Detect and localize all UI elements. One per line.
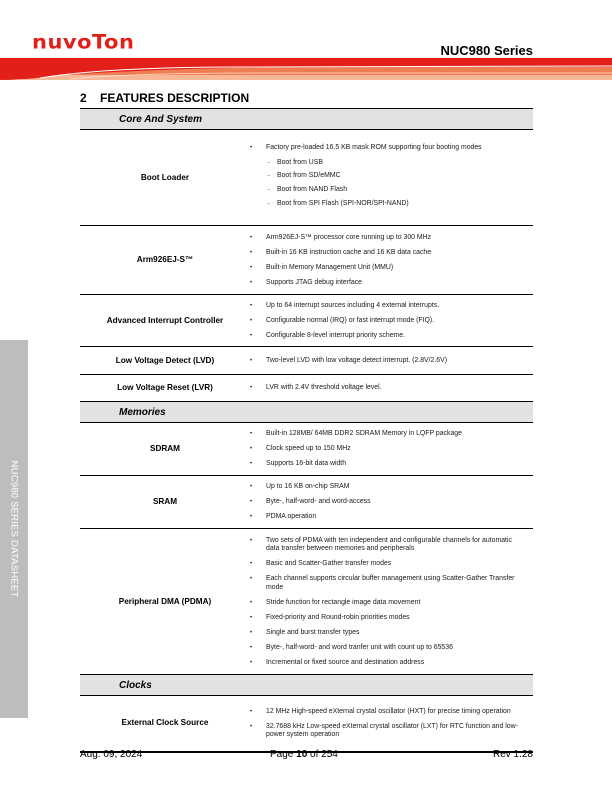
list-item: • Stride function for rectangle image data movement (250, 599, 527, 607)
list-item: • Built-in Memory Management Unit (MMU) (250, 264, 527, 272)
list-item: • Configurable 8-level interrupt priority scheme. (250, 332, 527, 340)
list-item: • Up to 16 KB on-chip SRAM (250, 483, 527, 491)
feature-list (250, 302, 527, 340)
list-item: • Factory pre-loaded 16.5 KB mask ROM supporting four booting modes (250, 144, 527, 152)
category-title: Memories (80, 402, 533, 423)
series-title: NUC980 Series (440, 43, 533, 58)
feature-row-arm926ej-s (80, 226, 533, 295)
list-item: • Byte-, half-word- and word tranfer unit with count up to 65536 (250, 644, 527, 652)
feature-name: Low Voltage Reset (LVR) (80, 375, 250, 402)
feature-name: Advanced Interrupt Controller (80, 295, 250, 347)
sub-list-item: – Boot from SD/eMMC (250, 172, 527, 180)
feature-name: SRAM (80, 476, 250, 529)
feature-row-lvr (80, 375, 533, 402)
footer-page-indicator (270, 749, 338, 760)
category-row-clocks (80, 675, 533, 696)
sub-list-item: – Boot from SPI Flash (SPI-NOR/SPI-NAND) (250, 200, 527, 208)
category-title: Clocks (80, 675, 533, 696)
list-item: • Byte-, half-word- and word-access (250, 498, 527, 506)
list-item: • Two-level LVD with low voltage detect interrupt. (2.8V/2.6V) (250, 357, 527, 365)
list-item: • Single and burst transfer types (250, 629, 527, 637)
list-item: • Fixed-priority and Round-robin priorities modes (250, 614, 527, 622)
feature-list (250, 384, 527, 392)
page-total: of 254 (307, 749, 338, 760)
feature-name: SDRAM (80, 423, 250, 476)
page-prefix: Page (270, 749, 297, 760)
sub-list-item: – Boot from USB (250, 159, 527, 167)
footer-revision: Rev 1.28 (492, 749, 533, 760)
header-banner (0, 58, 612, 80)
section-title: FEATURES DESCRIPTION (100, 91, 250, 105)
footer-date: Aug. 09, 2024 (80, 749, 143, 760)
category-title: Core And System (80, 109, 533, 130)
feature-list (250, 537, 527, 667)
feature-row-sdram (80, 423, 533, 476)
list-item: • 32.7688 kHz Low-speed eXternal crystal oscillator (LXT) for RTC function and low-power system operation (250, 723, 527, 740)
feature-list (250, 144, 527, 208)
list-item: • Two sets of PDMA with ten independent and configurable channels for automatic data transfer between memories and peripherals (250, 537, 527, 554)
nuvoton-logo: nuvoTon (32, 30, 135, 54)
sub-list-item: – Boot from NAND Flash (250, 186, 527, 194)
feature-list (250, 430, 527, 468)
feature-list (250, 357, 527, 365)
feature-row-advanced-interrupt-controller (80, 295, 533, 347)
list-item: • Clock speed up to 150 MHz (250, 445, 527, 453)
list-item: • Supports JTAG debug interface (250, 279, 527, 287)
features-table (80, 108, 533, 753)
list-item: • Up to 64 interrupt sources including 4 external interrupts. (250, 302, 527, 310)
feature-row-pdma (80, 529, 533, 675)
feature-row-external-clock-source (80, 696, 533, 752)
category-row-core-and-system (80, 109, 533, 130)
feature-name: External Clock Source (80, 696, 250, 752)
list-item: • Configurable normal (IRQ) or fast interrupt mode (FIQ). (250, 317, 527, 325)
list-item: • Each channel supports circular buffer management using Scatter-Gather Transfer mode (250, 575, 527, 592)
feature-row-sram (80, 476, 533, 529)
feature-name: Low Voltage Detect (LVD) (80, 347, 250, 375)
list-item: • Arm926EJ-S™ processor core running up to 300 MHz (250, 234, 527, 242)
list-item: • Basic and Scatter-Gather transfer modes (250, 560, 527, 568)
feature-list (250, 708, 527, 740)
list-item: • Supports 16-bit data width (250, 460, 527, 468)
page-number: 10 (296, 749, 308, 760)
list-item: • Built-in 128MB/ 64MB DDR2 SDRAM Memory in LQFP package (250, 430, 527, 438)
feature-name: Arm926EJ-S™ (80, 226, 250, 295)
feature-name: Boot Loader (80, 130, 250, 226)
list-item: • LVR with 2.4V threshold voltage level. (250, 384, 527, 392)
list-item: • Built-in 16 KB instruction cache and 16 KB data cache (250, 249, 527, 257)
list-item: • Incremental or fixed source and destination address (250, 659, 527, 667)
list-item: • 12 MHz High-speed eXternal crystal oscillator (HXT) for precise timing operation (250, 708, 527, 716)
category-row-memories (80, 402, 533, 423)
feature-list (250, 234, 527, 287)
feature-row-boot-loader (80, 130, 533, 226)
side-tab-label: NUC980 SERIES DATASHEET (8, 460, 20, 598)
feature-list (250, 483, 527, 521)
section-heading (80, 91, 249, 105)
feature-name: Peripheral DMA (PDMA) (80, 529, 250, 675)
list-item: • PDMA operation (250, 513, 527, 521)
section-number: 2 (80, 91, 87, 105)
feature-row-lvd (80, 347, 533, 375)
